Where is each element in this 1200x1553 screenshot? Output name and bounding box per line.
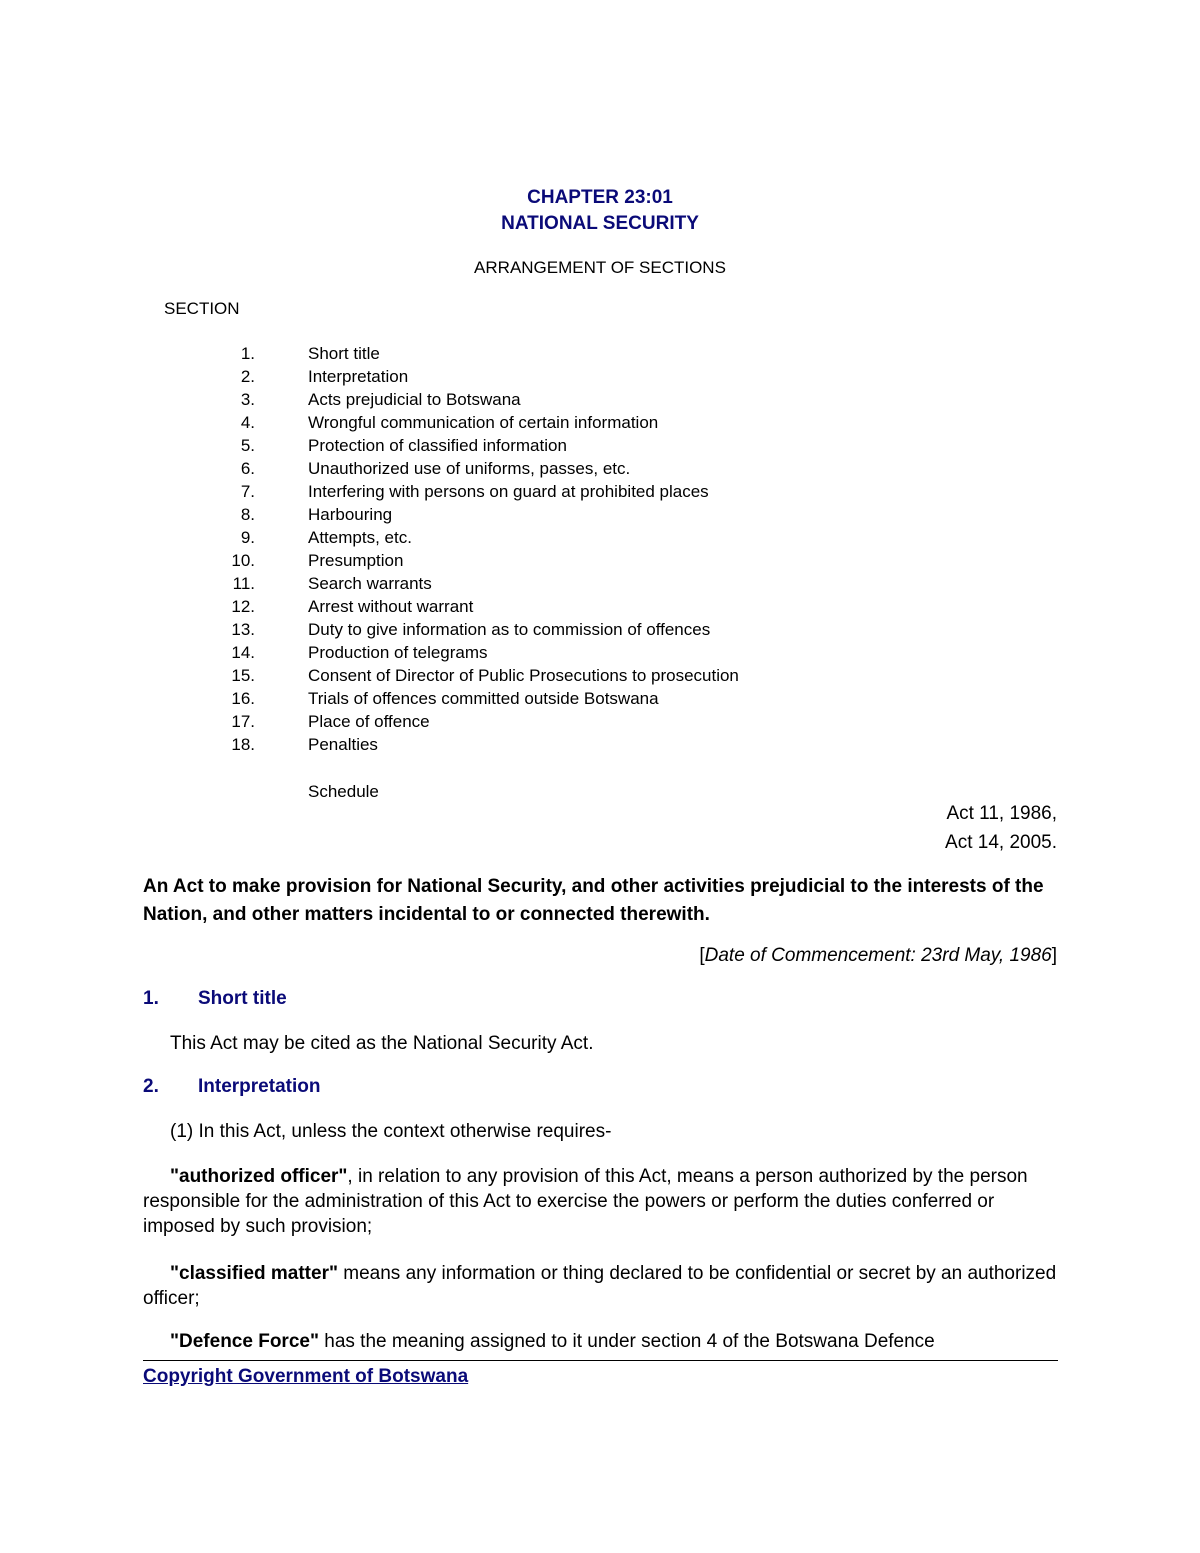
definition-term: "Defence Force" bbox=[170, 1331, 319, 1352]
toc-title: Unauthorized use of uniforms, passes, etc. bbox=[308, 459, 631, 478]
commencement-close-bracket: ] bbox=[1051, 945, 1057, 966]
definition-classified-matter bbox=[143, 1261, 1058, 1311]
toc-number: 9. bbox=[240, 528, 255, 547]
toc-title: Short title bbox=[308, 344, 380, 363]
toc-title: Penalties bbox=[308, 735, 378, 754]
toc-number: 5. bbox=[240, 436, 255, 455]
section-2-intro: (1) In this Act, unless the context otherwise requires- bbox=[170, 1121, 612, 1142]
toc-row bbox=[0, 551, 1200, 574]
definition-authorized-officer bbox=[143, 1164, 1058, 1239]
toc-number: 16. bbox=[231, 689, 255, 708]
toc-number: 13. bbox=[231, 620, 255, 639]
long-title: An Act to make provision for National Security, and other activities prejudicial to the interests of the Nation, and other matters incidental to or connected therewith. bbox=[143, 876, 1044, 925]
toc-row bbox=[0, 620, 1200, 643]
section-2-heading: Interpretation bbox=[198, 1076, 321, 1097]
commencement-open-bracket: [ bbox=[699, 945, 705, 966]
toc-number: 15. bbox=[231, 666, 255, 685]
toc-row bbox=[0, 666, 1200, 689]
commencement-date bbox=[699, 945, 1057, 967]
toc-number: 2. bbox=[240, 367, 255, 386]
toc-row bbox=[0, 390, 1200, 413]
toc-number: 4. bbox=[240, 413, 255, 432]
chapter-title: NATIONAL SECURITY bbox=[501, 213, 699, 234]
toc-number: 11. bbox=[232, 574, 255, 593]
definition-text: means any information or thing declared to be confidential or secret by an authorized officer; bbox=[143, 1263, 1057, 1309]
toc-title: Search warrants bbox=[308, 574, 432, 593]
toc-row bbox=[0, 712, 1200, 735]
act-reference-2: Act 14, 2005. bbox=[945, 832, 1057, 853]
copyright-link[interactable]: Copyright Government of Botswana bbox=[143, 1366, 469, 1387]
toc-row bbox=[0, 505, 1200, 528]
chapter-number: CHAPTER 23:01 bbox=[527, 187, 673, 208]
toc-title: Production of telegrams bbox=[308, 643, 488, 662]
toc-number: 6. bbox=[240, 459, 255, 478]
toc-title: Duty to give information as to commission of offences bbox=[308, 620, 711, 639]
toc-title: Consent of Director of Public Prosecutions to prosecution bbox=[308, 666, 739, 685]
toc-row bbox=[0, 436, 1200, 459]
toc-title: Trials of offences committed outside Botswana bbox=[308, 689, 659, 708]
toc-title: Place of offence bbox=[308, 712, 430, 731]
section-2-number: 2. bbox=[143, 1076, 159, 1097]
toc-row bbox=[0, 689, 1200, 712]
toc-row bbox=[0, 344, 1200, 367]
toc-number: 3. bbox=[240, 390, 255, 409]
toc-row bbox=[0, 413, 1200, 436]
commencement-text: Date of Commencement: 23rd May, 1986 bbox=[704, 945, 1052, 966]
toc-number: 14. bbox=[231, 643, 255, 662]
toc-row bbox=[0, 528, 1200, 551]
toc-row bbox=[0, 643, 1200, 666]
toc-title: Arrest without warrant bbox=[308, 597, 474, 616]
toc-number: 18. bbox=[231, 735, 255, 754]
definition-term: "authorized officer" bbox=[170, 1166, 348, 1187]
toc-number: 17. bbox=[231, 712, 255, 731]
definition-text: has the meaning assigned to it under section 4 of the Botswana Defence bbox=[318, 1331, 935, 1352]
toc-title: Attempts, etc. bbox=[308, 528, 412, 547]
definition-text: , in relation to any provision of this Act, means a person authorized by the person responsible for the administration of this Act to exercise the powers or perform the duties conferred or imposed by such provision; bbox=[143, 1166, 1028, 1237]
toc-row bbox=[0, 574, 1200, 597]
toc-row bbox=[0, 459, 1200, 482]
footer-divider bbox=[143, 1360, 1058, 1361]
section-1-heading: Short title bbox=[198, 988, 287, 1009]
definition-defence-force bbox=[143, 1329, 1058, 1354]
arrangement-heading: ARRANGEMENT OF SECTIONS bbox=[474, 258, 726, 277]
definition-term: "classified matter" bbox=[170, 1263, 338, 1284]
toc-number: 10. bbox=[231, 551, 255, 570]
toc-schedule: Schedule bbox=[308, 782, 379, 801]
toc-number: 7. bbox=[240, 482, 255, 501]
toc-number: 12. bbox=[231, 597, 255, 616]
toc-title: Harbouring bbox=[308, 505, 393, 524]
toc-title: Protection of classified information bbox=[308, 436, 567, 455]
toc-title: Wrongful communication of certain information bbox=[308, 413, 659, 432]
toc-row bbox=[0, 735, 1200, 758]
toc-number: 1. bbox=[240, 344, 255, 363]
toc-title: Interpretation bbox=[308, 367, 409, 386]
toc-row bbox=[0, 482, 1200, 505]
toc-title: Interfering with persons on guard at prohibited places bbox=[308, 482, 709, 501]
toc-row bbox=[0, 597, 1200, 620]
toc-title: Acts prejudicial to Botswana bbox=[308, 390, 521, 409]
section-1-body: This Act may be cited as the National Security Act. bbox=[170, 1033, 594, 1054]
toc-number: 8. bbox=[240, 505, 255, 524]
toc-row bbox=[0, 367, 1200, 390]
section-1-number: 1. bbox=[143, 988, 159, 1009]
section-label: SECTION bbox=[164, 299, 240, 318]
act-reference-1: Act 11, 1986, bbox=[946, 803, 1057, 824]
toc-title: Presumption bbox=[308, 551, 404, 570]
